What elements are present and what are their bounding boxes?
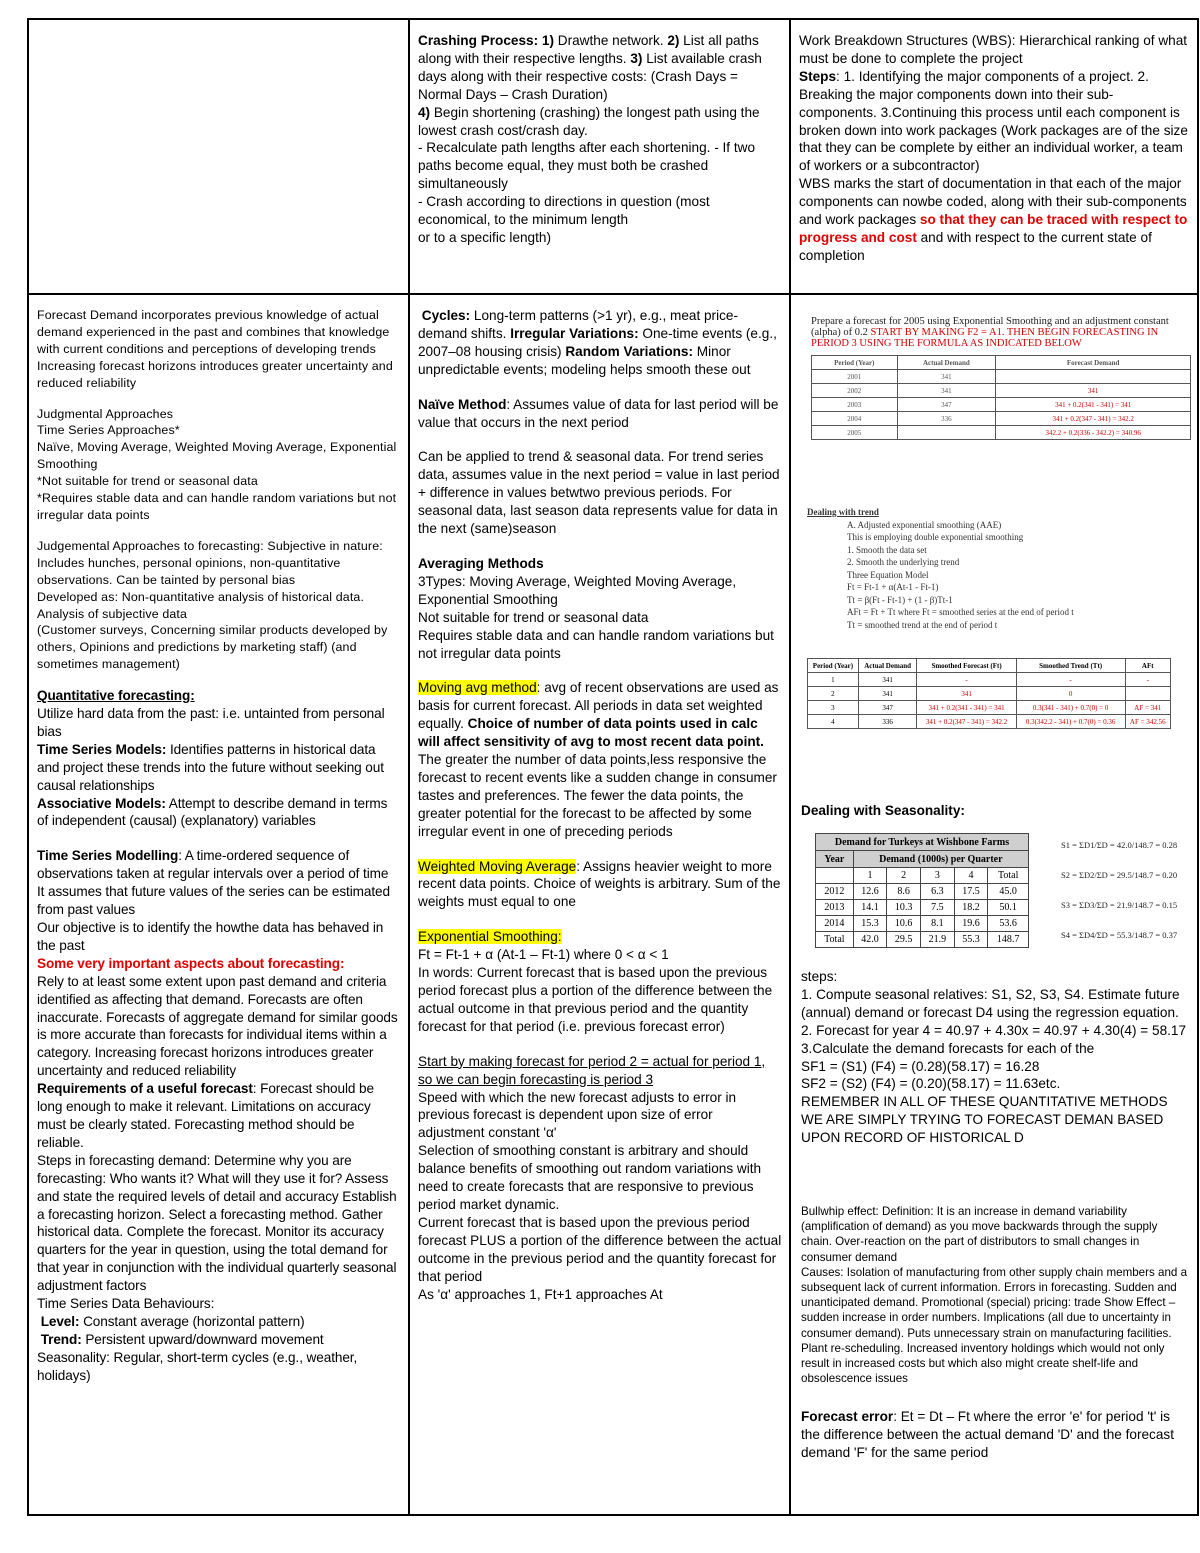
moving-average-text: : avg of recent observations are used as basis for current forecast. All periods in data set weighted equally.	[418, 680, 779, 732]
turkey-table-title: Demand for Turkeys at Wishbone Farms	[816, 834, 1029, 851]
table-cell: AF = 341	[1125, 701, 1170, 715]
table-cell: 2014	[816, 916, 854, 932]
important-aspects-heading: Some very important aspects about forecasting:	[37, 955, 345, 971]
table-header-cell: 4	[954, 868, 988, 884]
table-cell: 10.6	[887, 916, 921, 932]
wbs-documentation: WBS marks the start of documentation in that each of the major components can nowbe coded, along with their sub-components and work packages	[799, 176, 1187, 228]
trend-image-line: Tt = smoothed trend at the end of period t	[847, 619, 998, 630]
trend-adjusted-example-image	[803, 506, 1197, 658]
seasonal-relatives-formulas	[1061, 840, 1191, 960]
crash-directions: - Crash according to directions in question (most economical, to the minimum length	[418, 194, 710, 228]
column-divider-2	[789, 18, 791, 1516]
crash-step-1: Drawthe network.	[553, 33, 668, 48]
table-cell: 0	[1016, 687, 1125, 701]
table-cell: 341	[897, 384, 996, 398]
table-header-cell: Actual Demand	[858, 659, 917, 673]
crash-step-4: Begin shortening (crashing) the longest path using the lowest crash cost/crash day.	[418, 104, 760, 138]
table-header-cell: AFt	[1125, 659, 1170, 673]
naive-method-text: : Assumes value of data for last period will be value that occurs in the next period	[418, 396, 779, 430]
trend-text: Persistent upward/downward movement	[81, 1331, 324, 1347]
row-divider	[27, 293, 1199, 295]
table-header-cell: Period (Year)	[808, 659, 859, 673]
exponential-smoothing-label: Exponential Smoothing:	[418, 929, 562, 945]
step-sf2: SF2 = (S2) (F4) = (0.20)(58.17) = 11.63etc.	[801, 1076, 1061, 1092]
table-cell: 342.2 + 0.2(336 - 342.2) = 340.96	[996, 426, 1191, 440]
quantitative-forecasting-title: Quantitative forecasting:	[37, 688, 195, 704]
level-text: Constant average (horizontal pattern)	[79, 1313, 305, 1329]
judgemental-definition: Judgemental Approaches to forecasting: Subjective in nature: Includes hunches, personal opinions, non-quantitative observations. Can be tainted by personal bias	[37, 538, 383, 587]
important-aspects-text: Rely to at least some extent upon past demand and criteria identified as affecting that demand. Forecasts are often inaccurate. Forecasts of aggregate demand for similar goods is more accurate than forecasts for individual items within a category. Increasing forecast horizons introduces greater uncertainty and reduced reliability	[37, 973, 398, 1079]
table-row	[808, 715, 1171, 729]
level-label: Level:	[40, 1313, 80, 1329]
crash-recalculate: - Recalculate path lengths after each shortening. - If two paths become equal, they must both be crashed simultaneously	[418, 140, 756, 192]
table-row	[816, 932, 1029, 948]
crash-step-3: List available crash days along with their respective costs: (Crash Days = Normal Days – Crash Duration)	[418, 50, 762, 102]
time-series-assumption: It assumes that future values of the series can be estimated from past values	[37, 884, 390, 918]
table-cell: 341	[858, 673, 917, 687]
seasonal-relative-formula: S1 = ΣD1/ΣD = 42.0/148.7 = 0.28	[1061, 840, 1178, 850]
table-cell: 2003	[812, 398, 898, 412]
exponential-smoothing-words: In words: Current forecast that is based upon the previous period forecast plus a portion of the difference between the actual outcome in that previous period and the quantity forecast for that period (i.e. previous forecast error)	[418, 965, 773, 1034]
column-divider-1	[408, 18, 410, 1516]
turkey-year-header: Year	[816, 851, 854, 868]
crashing-process-cell	[418, 32, 782, 290]
table-cell: 8.6	[887, 884, 921, 900]
table-cell: 2001	[812, 370, 898, 384]
table-cell: 29.5	[887, 932, 921, 948]
table-cell: 341 + 0.2(347 - 341) = 342.2	[917, 715, 1016, 729]
seasonality-title: Dealing with Seasonality:	[801, 803, 965, 818]
trend-image-line: 2. Smooth the underlying trend	[847, 557, 960, 567]
wbs-definition: Work Breakdown Structures (WBS): Hierarchical ranking of what must be done to complete the project	[799, 33, 1188, 66]
table-row	[816, 884, 1029, 900]
table-row	[812, 426, 1191, 440]
seasonal-relative-formula: S3 = ΣD3/ΣD = 21.9/148.7 = 0.15	[1061, 900, 1178, 910]
table-cell: 336	[858, 715, 917, 729]
trend-image-line: 1. Smooth the data set	[847, 544, 927, 555]
table-cell: 14.1	[853, 900, 887, 916]
table-cell: 341 + 0.2(341 - 341) = 341	[996, 398, 1191, 412]
table-cell	[1125, 687, 1170, 701]
averaging-types: 3Types: Moving Average, Weighted Moving Average, Exponential Smoothing	[418, 573, 737, 607]
table-cell: 50.1	[988, 900, 1029, 916]
table-cell: 0.3(342.2 - 341) + 0.7(0) = 0.36	[1016, 715, 1125, 729]
forecasting-steps: Steps in forecasting demand: Determine why you are forecasting: Who wants it? What will they use it for? Assess and state the required levels of detail and accuracy Establish a forecasting horizon. Select a forecasting method. Gather historical data. Complete the forecast. Monitor its accuracy quarters for the year in question, using the total demand for that year in conjunction with the individual quarterly seasonal adjustment factors	[37, 1152, 397, 1294]
time-series-models-label: Time Series Models:	[37, 741, 167, 757]
table-cell: 2	[808, 687, 859, 701]
requirements-label: Requirements of a useful forecast	[37, 1081, 253, 1097]
not-suitable-note: *Not suitable for trend or seasonal data	[37, 474, 258, 489]
step-calculate-demand: 3.Calculate the demand forecasts for each of the	[801, 1040, 1095, 1056]
trend-adjusted-table-image	[807, 658, 1171, 796]
seasonal-relative-formula: S4 = ΣD4/ΣD = 55.3/148.7 = 0.37	[1061, 930, 1178, 940]
judgmental-approaches: Judgmental Approaches	[37, 406, 174, 421]
averaging-stable: Requires stable data and can handle random variations but not irregular data points	[418, 627, 774, 661]
associative-models-label: Associative Models:	[37, 795, 166, 811]
table-cell: 0.3(341 - 341) + 0.7(0) = 0	[1016, 701, 1125, 715]
moving-average-detail: The greater the number of data points,less responsive the forecast to recent events like a sudden change in consumer tastes and preferences. The fewer the data points, the greater potential for the forecast to be affected by some irregular event in one of preceding periods	[418, 752, 777, 839]
associative-models-text: Attempt to describe demand in terms of independent (causal) (explanatory) variables	[37, 795, 388, 829]
random-text: Minor unpredictable events; modeling helps smooth these out	[418, 343, 751, 377]
wbs-completion: and with respect to the current state of completion	[799, 229, 1152, 263]
table-header-cell: 1	[853, 868, 887, 884]
table-cell: 341 + 0.2(347 - 341) = 342.2	[996, 412, 1191, 426]
table-cell: 10.3	[887, 900, 921, 916]
table-cell: 12.6	[853, 884, 887, 900]
naive-method-label: Naïve Method	[418, 396, 507, 412]
forecast-methods-cell	[418, 307, 782, 1512]
table-cell: 148.7	[988, 932, 1029, 948]
forecast-examples-cell	[797, 300, 1197, 1512]
table-cell: 341	[996, 384, 1191, 398]
cycles-text: Long-term patterns (>1 yr), e.g., meat price-demand shifts.	[418, 308, 738, 341]
time-series-models-text: Identifies patterns in historical data and project these trends into the future without seeking out causal relationships	[37, 741, 384, 793]
table-cell: 19.6	[954, 916, 988, 932]
naive-trend-seasonal: Can be applied to trend & seasonal data. For trend series data, assumes value in the next period = value in last period + difference in values betwtwo previous periods. For seasonal data, last season data represents value for data in the next (same)season	[418, 449, 780, 537]
trend-image-line: This is employing double exponential smoothing	[847, 532, 1024, 542]
step-sf1: SF1 = (S1) (F4) = (0.28)(58.17) = 16.28	[801, 1058, 1040, 1074]
table-row	[812, 370, 1191, 384]
table-row	[816, 916, 1029, 932]
time-series-methods-list: Naïve, Moving Average, Weighted Moving Average, Exponential Smoothing	[37, 440, 397, 472]
adjustment-speed: Speed with which the new forecast adjusts to error in previous forecast is dependent upon size of error adjustment constant 'α'	[418, 1089, 737, 1141]
table-header-cell: Smoothed Trend (Tt)	[1016, 659, 1125, 673]
table-cell: 7.5	[921, 900, 955, 916]
seasonal-relative-formula: S2 = ΣD2/ΣD = 29.5/148.7 = 0.20	[1061, 870, 1178, 880]
time-series-modelling-text: : A time-ordered sequence of observations taken at regular intervals over a period of time	[37, 848, 389, 882]
table-row	[812, 412, 1191, 426]
judgemental-developed: Developed as: Non-quantitative analysis of historical data. Analysis of subjective data	[37, 589, 365, 621]
wbs-steps-label: Steps	[799, 68, 837, 84]
table-cell: 4	[808, 715, 859, 729]
trend-image-lines	[807, 519, 1197, 632]
table-cell: 21.9	[921, 932, 955, 948]
table-cell: 6.3	[921, 884, 955, 900]
crash-step-2-num: 2)	[667, 33, 680, 48]
table-cell: 45.0	[988, 884, 1029, 900]
bullwhip-causes: Causes: Isolation of manufacturing from other supply chain members and a subsequent lack of current information. Errors in forecasting. Sudden and unanticipated demand. Promotional (special) pricing: trade Show Effect – sudden increase in order numbers. Implications (all due to uncertainty in consumer demand). Puts unnecessary strain on manufacturing facilities. Plant re-scheduling. Increased inventory holdings which would not only result in increased costs but which also might create shelf-life and obsolescence issues	[801, 1265, 1188, 1386]
table-header-cell: Period (Year)	[812, 356, 898, 370]
trend-image-title: Dealing with trend	[807, 507, 879, 517]
seasonality-text: Seasonality: Regular, short-term cycles (e.g., weather, holidays)	[37, 1349, 358, 1383]
bullwhip-definition: Bullwhip effect: Definition: It is an increase in demand variability (amplification of demand) as you move backwards through the supply chain. Over-reaction on the part of distributors to small changes in consumer demand	[801, 1205, 1158, 1264]
table-header-cell: Smoothed Forecast (Ft)	[917, 659, 1016, 673]
table-header-cell: 3	[921, 868, 955, 884]
crash-specific-length: or to a specific length)	[418, 229, 551, 245]
trend-image-line: AFt = Ft + Tt where Ft = smoothed series at the end of period t	[847, 607, 1074, 617]
weighted-moving-average-label: Weighted Moving Average	[418, 858, 577, 874]
exponential-smoothing-table	[811, 355, 1191, 440]
judgemental-examples: (Customer surveys, Concerning similar products developed by others, Opinions and predictions by marketing staff) (and sometimes management)	[37, 623, 388, 672]
crash-step-3-num: 3)	[630, 50, 643, 66]
example-title: Prepare a forecast for 2005 using Exponential Smoothing and an adjustment constant (alpha) of 0.2	[811, 316, 1169, 338]
table-cell: 336	[897, 412, 996, 426]
time-series-behaviours-title: Time Series Data Behaviours:	[37, 1296, 215, 1312]
table-row	[808, 673, 1171, 687]
table-row	[808, 701, 1171, 715]
smoothing-constant-selection: Selection of smoothing constant is arbitrary and should balance benefits of smoothing out random variations with need to create forecasts that are responsive to previous period market dynamic.	[418, 1143, 762, 1212]
random-label: Random Variations:	[565, 343, 694, 359]
table-cell: AF = 342.56	[1125, 715, 1170, 729]
forecast-horizon-note: Increasing forecast horizons introduces greater uncertainty and reduced reliability	[37, 358, 393, 390]
turkey-demand-image	[815, 833, 1029, 963]
table-cell: 3	[808, 701, 859, 715]
table-cell: 18.2	[954, 900, 988, 916]
irregular-label: Irregular Variations:	[510, 325, 639, 341]
example-instruction: START BY MAKING F2 = A1. THEN BEGIN FORECASTING IN PERIOD 3 USING THE FORMULA AS INDICATED BELOW	[811, 327, 1159, 349]
table-cell: 341	[917, 687, 1016, 701]
trend-image-line: Tt = β(Ft - Ft-1) + (1 - β)Tt-1	[847, 594, 953, 605]
crash-step-2: List all paths along with their respective lengths.	[418, 33, 759, 66]
trend-label: Trend:	[40, 1331, 82, 1347]
trend-image-line: Three Equation Model	[847, 569, 929, 580]
trend-image-line: Ft = Ft-1 + α(At-1 - Ft-1)	[847, 582, 939, 592]
table-row	[816, 900, 1029, 916]
table-cell: 53.6	[988, 916, 1029, 932]
step-forecast-year: 2. Forecast for year 4 = 40.97 + 4.30x = 40.97 + 4.30(4) = 58.17	[801, 1022, 1187, 1038]
forecast-error-label: Forecast error	[801, 1409, 894, 1424]
averaging-not-suitable: Not suitable for trend or seasonal data	[418, 609, 649, 625]
averaging-methods-title: Averaging Methods	[418, 555, 544, 571]
weighted-moving-average-text: : Assigns heavier weight to more recent data points. Choice of weights is arbitrary. Sum of the weights must equal to one	[418, 858, 781, 910]
forecast-basics-cell	[37, 307, 401, 1512]
quantitative-definition: Utilize hard data from the past: i.e. untainted from personal bias	[37, 706, 385, 739]
table-row	[812, 398, 1191, 412]
steps-label: steps:	[801, 969, 838, 984]
table-cell: -	[1016, 673, 1125, 687]
table-cell	[996, 370, 1191, 384]
table-header-cell: Total	[988, 868, 1029, 884]
moving-average-bold: Choice of number of data points used in calc will affect sensitivity of avg to most recent data point.	[418, 716, 764, 750]
stable-data-note: *Requires stable data and can handle random variations but not irregular data points	[37, 491, 397, 522]
time-series-modelling-label: Time Series Modelling	[37, 848, 179, 864]
table-cell: 341 + 0.2(341 - 341) = 341	[917, 701, 1016, 715]
table-cell: -	[917, 673, 1016, 687]
time-series-approaches: Time Series Approaches*	[37, 423, 180, 438]
turkey-demand-header: Demand (1000s) per Quarter	[853, 851, 1028, 868]
alpha-approaches-note: As 'α' approaches 1, Ft+1 approaches At	[418, 1286, 663, 1302]
remember-note: REMEMBER IN ALL OF THESE QUANTITATIVE METHODS WE ARE SIMPLY TRYING TO FORECAST DEMAN BASED UPON RECORD OF HISTORICAL D	[801, 1094, 1168, 1146]
table-cell: 2005	[812, 426, 898, 440]
table-cell: -	[1125, 673, 1170, 687]
table-cell: 2012	[816, 884, 854, 900]
table-cell: 1	[808, 673, 859, 687]
current-forecast-definition: Current forecast that is based upon the previous period forecast PLUS a portion of the difference between the actual outcome in the previous period and the quantity forecast for that period	[418, 1214, 782, 1284]
wbs-traced-highlight: so that they can be traced with respect to progress and cost	[799, 212, 1188, 245]
time-series-objective: Our objective is to identify the howthe data has behaved in the past	[37, 920, 384, 953]
turkey-demand-table	[815, 833, 1029, 948]
cycles-label: Cycles:	[421, 308, 471, 323]
table-cell: 2004	[812, 412, 898, 426]
start-forecast-note: Start by making forecast for period 2 = actual for period 1, so we can begin forecasting is period 3	[418, 1053, 766, 1087]
table-cell: 341	[897, 370, 996, 384]
wbs-cell	[799, 32, 1191, 290]
step-compute-relatives: 1. Compute seasonal relatives: S1, S2, S3, S4. Estimate future (annual) demand or forecast D4 using the regression equation.	[801, 986, 1180, 1020]
crash-step-4-num: 4)	[418, 104, 431, 120]
table-cell: 2013	[816, 900, 854, 916]
table-cell: 15.3	[853, 916, 887, 932]
table-cell: 8.1	[921, 916, 955, 932]
table-row	[812, 384, 1191, 398]
table-header-cell: 2	[887, 868, 921, 884]
table-cell: 17.5	[954, 884, 988, 900]
crashing-title: Crashing Process: 1)	[418, 33, 554, 48]
table-cell: 347	[897, 398, 996, 412]
table-header-cell: Actual Demand	[897, 356, 996, 370]
wbs-steps: : 1. Identifying the major components of a project. 2. Breaking the major components down into their sub-components. 3.Continuing this process until each component is broken down into work packages (Work packages are of the size that they can be complete by either an individual worker, a team of workers or a subcontractor)	[799, 68, 1188, 174]
table-header-cell: Forecast Demand	[996, 356, 1191, 370]
forecast-error-text: : Et = Dt – Ft where the error 'e' for period 't' is the difference between the actual demand 'D' and the forecast demand 'F' for the same period	[801, 1409, 1174, 1460]
table-cell: 2002	[812, 384, 898, 398]
trend-adjusted-table	[807, 658, 1171, 729]
table-row	[808, 687, 1171, 701]
table-cell: 42.0	[853, 932, 887, 948]
table-cell: Total	[816, 932, 854, 948]
table-cell: 341	[858, 687, 917, 701]
requirements-text: : Forecast should be long enough to make it relevant. Limitations on accuracy must be clearly stated. Forecasting method should be reliable.	[37, 1081, 374, 1150]
table-cell: 55.3	[954, 932, 988, 948]
table-cell: 347	[858, 701, 917, 715]
table-cell	[897, 426, 996, 440]
moving-average-label: Moving avg method	[418, 680, 537, 696]
irregular-text: One-time events (e.g., 2007–08 housing crisis)	[418, 325, 777, 359]
trend-image-line: A. Adjusted exponential smoothing (AAE)	[847, 519, 1002, 530]
exponential-smoothing-example-image	[811, 316, 1191, 496]
exponential-smoothing-formula: Ft = Ft-1 + α (At-1 – Ft-1) where 0 < α < 1	[418, 947, 669, 963]
forecast-demand-intro: Forecast Demand incorporates previous knowledge of actual demand experienced in the past and combines that knowledge with current conditions and perceptions of developing trends	[37, 308, 390, 356]
